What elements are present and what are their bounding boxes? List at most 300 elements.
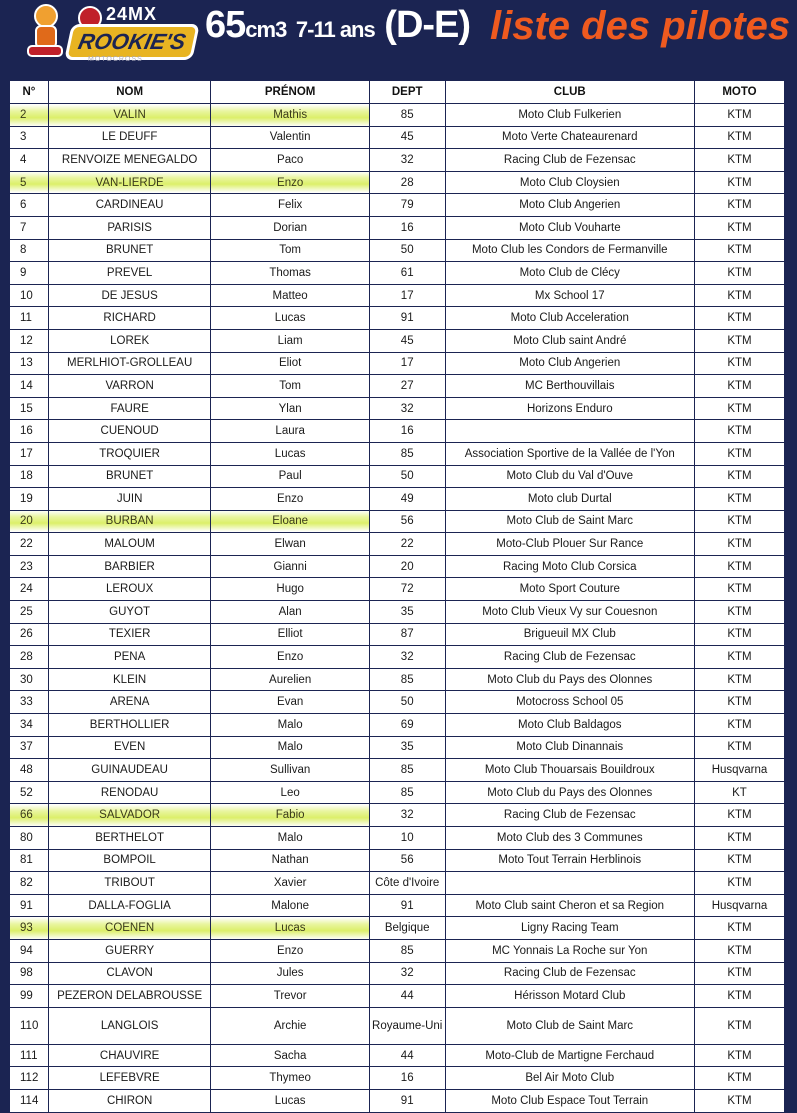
table-row: [10, 262, 785, 285]
cell-nom: TROQUIER: [48, 442, 211, 465]
cell-prenom: Laura: [211, 420, 369, 443]
cell-prenom: Enzo: [211, 646, 369, 669]
cell-dept: 72: [369, 578, 445, 601]
cell-number: 26: [10, 623, 49, 646]
cell-nom: PARISIS: [48, 216, 211, 239]
cell-nom: TRIBOUT: [48, 872, 211, 895]
cell-dept: 20: [369, 555, 445, 578]
cell-club: Moto Club Angerien: [445, 194, 694, 217]
cell-nom: VAN-LIERDE: [48, 171, 211, 194]
cell-dept: 32: [369, 804, 445, 827]
cell-number: 4: [10, 149, 49, 172]
cell-nom: GUERRY: [48, 939, 211, 962]
table-row: [10, 126, 785, 149]
cell-nom: JUIN: [48, 488, 211, 511]
cell-number: 111: [10, 1044, 49, 1067]
cell-nom: CLAVON: [48, 962, 211, 985]
col-header-dept: DEPT: [369, 81, 445, 104]
cell-prenom: Evan: [211, 691, 369, 714]
cell-prenom: Malo: [211, 714, 369, 737]
cell-dept: 85: [369, 104, 445, 127]
cell-nom: CUENOUD: [48, 420, 211, 443]
cell-number: 91: [10, 894, 49, 917]
cell-prenom: Fabio: [211, 804, 369, 827]
title-group: (D-E): [384, 4, 471, 46]
cell-prenom: Sacha: [211, 1044, 369, 1067]
cell-nom: CHAUVIRE: [48, 1044, 211, 1067]
table-row: [10, 488, 785, 511]
cell-moto: KTM: [695, 849, 785, 872]
cell-dept: 16: [369, 420, 445, 443]
cell-club: MC Berthouvillais: [445, 375, 694, 398]
cell-moto: KTM: [695, 646, 785, 669]
cell-dept: 16: [369, 1067, 445, 1090]
cell-nom: GUYOT: [48, 601, 211, 624]
cell-dept: 85: [369, 781, 445, 804]
cell-moto: KTM: [695, 420, 785, 443]
table-row: [10, 714, 785, 737]
table-row: [10, 601, 785, 624]
cell-dept: 17: [369, 352, 445, 375]
cell-nom: BURBAN: [48, 510, 211, 533]
cell-dept: 10: [369, 827, 445, 850]
cell-dept: Belgique: [369, 917, 445, 940]
cell-prenom: Ylan: [211, 397, 369, 420]
cell-club: Moto-Club Plouer Sur Rance: [445, 533, 694, 556]
cell-club: Moto Club Fulkerien: [445, 104, 694, 127]
col-header-number: N°: [10, 81, 49, 104]
table-row: [10, 691, 785, 714]
cell-club: Moto Club les Condors de Fermanville: [445, 239, 694, 262]
cell-prenom: Felix: [211, 194, 369, 217]
cell-dept: 56: [369, 510, 445, 533]
cell-dept: 32: [369, 397, 445, 420]
cell-moto: KTM: [695, 827, 785, 850]
cell-nom: MERLHIOT-GROLLEAU: [48, 352, 211, 375]
cell-dept: 56: [369, 849, 445, 872]
page-title-right: liste des pilotes: [490, 4, 791, 48]
cell-prenom: Tom: [211, 375, 369, 398]
cell-number: 24: [10, 578, 49, 601]
cell-number: 10: [10, 284, 49, 307]
table-body: [10, 104, 785, 1113]
cell-club: Ligny Racing Team: [445, 917, 694, 940]
cell-moto: KTM: [695, 917, 785, 940]
cell-prenom: Mathis: [211, 104, 369, 127]
cell-club: Moto Club saint Cheron et sa Region: [445, 894, 694, 917]
table-row: [10, 171, 785, 194]
cell-prenom: Lucas: [211, 442, 369, 465]
cell-number: 48: [10, 759, 49, 782]
rider-mascot-icon: [18, 2, 70, 64]
cell-prenom: Paco: [211, 149, 369, 172]
title-displacement: 65: [205, 4, 246, 46]
cell-prenom: Leo: [211, 781, 369, 804]
cell-moto: KTM: [695, 668, 785, 691]
cell-prenom: Enzo: [211, 939, 369, 962]
cell-nom: LEROUX: [48, 578, 211, 601]
cell-club: Moto-Club de Martigne Ferchaud: [445, 1044, 694, 1067]
table-row: [10, 307, 785, 330]
cell-nom: DALLA-FOGLIA: [48, 894, 211, 917]
cell-number: 28: [10, 646, 49, 669]
cell-nom: VALIN: [48, 104, 211, 127]
cell-number: 20: [10, 510, 49, 533]
table-row: [10, 894, 785, 917]
cell-club: [445, 420, 694, 443]
cell-club: Racing Club de Fezensac: [445, 149, 694, 172]
cell-number: 13: [10, 352, 49, 375]
cell-club: Moto Club Dinannais: [445, 736, 694, 759]
table-header-row: [10, 81, 785, 104]
table-row: [10, 510, 785, 533]
cell-nom: RENODAU: [48, 781, 211, 804]
cell-number: 14: [10, 375, 49, 398]
cell-moto: KTM: [695, 578, 785, 601]
cell-number: 110: [10, 1007, 49, 1044]
cell-dept: 50: [369, 691, 445, 714]
cell-nom: COENEN: [48, 917, 211, 940]
rookies-logo: [8, 2, 188, 64]
table-row: [10, 1067, 785, 1090]
col-header-moto: MOTO: [695, 81, 785, 104]
cell-number: 18: [10, 465, 49, 488]
cell-prenom: Valentin: [211, 126, 369, 149]
cell-club: Horizons Enduro: [445, 397, 694, 420]
cell-nom: PREVEL: [48, 262, 211, 285]
cell-club: [445, 872, 694, 895]
cell-moto: KTM: [695, 104, 785, 127]
cell-number: 11: [10, 307, 49, 330]
cell-club: MC Yonnais La Roche sur Yon: [445, 939, 694, 962]
cell-moto: KTM: [695, 691, 785, 714]
cell-number: 82: [10, 872, 49, 895]
cell-prenom: Lucas: [211, 917, 369, 940]
cell-nom: KLEIN: [48, 668, 211, 691]
cell-moto: Husqvarna: [695, 894, 785, 917]
cell-club: Moto Club du Pays des Olonnes: [445, 668, 694, 691]
table-row: [10, 917, 785, 940]
cell-moto: KTM: [695, 1007, 785, 1044]
cell-club: Moto Club Vouharte: [445, 216, 694, 239]
cell-number: 12: [10, 329, 49, 352]
cell-club: Racing Club de Fezensac: [445, 804, 694, 827]
cell-nom: EVEN: [48, 736, 211, 759]
cell-nom: PEZERON DELABROUSSE: [48, 985, 211, 1008]
cell-number: 23: [10, 555, 49, 578]
cell-prenom: Lucas: [211, 1089, 369, 1112]
cell-club: Racing Club de Fezensac: [445, 962, 694, 985]
title-age: 7-11 ans: [295, 17, 375, 42]
cell-dept: 50: [369, 239, 445, 262]
table-row: [10, 375, 785, 398]
table-row: [10, 329, 785, 352]
cell-number: 7: [10, 216, 49, 239]
cell-prenom: Xavier: [211, 872, 369, 895]
cell-prenom: Nathan: [211, 849, 369, 872]
cell-nom: BERTHOLLIER: [48, 714, 211, 737]
cell-moto: KTM: [695, 465, 785, 488]
cell-nom: MALOUM: [48, 533, 211, 556]
cell-club: Moto Sport Couture: [445, 578, 694, 601]
cell-moto: KTM: [695, 1089, 785, 1112]
cell-dept: 85: [369, 668, 445, 691]
cell-dept: 44: [369, 1044, 445, 1067]
cell-prenom: Malone: [211, 894, 369, 917]
cell-prenom: Malo: [211, 827, 369, 850]
title-unit: cm3: [245, 17, 287, 42]
cell-club: Moto Club de Saint Marc: [445, 510, 694, 533]
cell-prenom: Malo: [211, 736, 369, 759]
cell-dept: 85: [369, 759, 445, 782]
table-row: [10, 239, 785, 262]
cell-club: Moto Club Acceleration: [445, 307, 694, 330]
cell-club: Brigueuil MX Club: [445, 623, 694, 646]
cell-prenom: Paul: [211, 465, 369, 488]
cell-moto: KTM: [695, 939, 785, 962]
cell-nom: RENVOIZE MENEGALDO: [48, 149, 211, 172]
logo-brand: 24MX: [106, 4, 158, 24]
logo-subtitle: MOTOCROSS: [88, 56, 143, 63]
cell-number: 19: [10, 488, 49, 511]
cell-number: 99: [10, 985, 49, 1008]
cell-moto: KTM: [695, 194, 785, 217]
cell-prenom: Tom: [211, 239, 369, 262]
cell-number: 8: [10, 239, 49, 262]
cell-moto: KTM: [695, 149, 785, 172]
cell-moto: KTM: [695, 962, 785, 985]
cell-number: 37: [10, 736, 49, 759]
cell-club: Moto Tout Terrain Herblinois: [445, 849, 694, 872]
page-title-left: [205, 4, 470, 47]
cell-number: 66: [10, 804, 49, 827]
cell-club: Moto Club de Saint Marc: [445, 1007, 694, 1044]
cell-dept: 69: [369, 714, 445, 737]
cell-moto: KTM: [695, 284, 785, 307]
cell-nom: FAURE: [48, 397, 211, 420]
cell-dept: 28: [369, 171, 445, 194]
table-row: [10, 194, 785, 217]
cell-prenom: Gianni: [211, 555, 369, 578]
cell-moto: KTM: [695, 736, 785, 759]
logo-name: ROOKIE'S: [64, 24, 200, 60]
cell-moto: KTM: [695, 714, 785, 737]
cell-prenom: Aurelien: [211, 668, 369, 691]
cell-dept: 35: [369, 601, 445, 624]
cell-dept: 50: [369, 465, 445, 488]
cell-prenom: Dorian: [211, 216, 369, 239]
table-row: [10, 465, 785, 488]
cell-dept: Royaume-Uni: [369, 1007, 445, 1044]
cell-number: 93: [10, 917, 49, 940]
cell-nom: PENA: [48, 646, 211, 669]
cell-number: 114: [10, 1089, 49, 1112]
cell-nom: GUINAUDEAU: [48, 759, 211, 782]
cell-number: 80: [10, 827, 49, 850]
cell-dept: 35: [369, 736, 445, 759]
cell-dept: 79: [369, 194, 445, 217]
cell-dept: 17: [369, 284, 445, 307]
cell-number: 52: [10, 781, 49, 804]
cell-prenom: Archie: [211, 1007, 369, 1044]
table-row: [10, 872, 785, 895]
cell-moto: KTM: [695, 171, 785, 194]
cell-number: 9: [10, 262, 49, 285]
cell-dept: 87: [369, 623, 445, 646]
cell-club: Association Sportive de la Vallée de l'Yon: [445, 442, 694, 465]
cell-nom: DE JESUS: [48, 284, 211, 307]
table-row: [10, 397, 785, 420]
table-row: [10, 1089, 785, 1112]
cell-dept: 27: [369, 375, 445, 398]
cell-dept: 85: [369, 442, 445, 465]
table-row: [10, 216, 785, 239]
cell-dept: 91: [369, 1089, 445, 1112]
table-row: [10, 849, 785, 872]
cell-club: Racing Club de Fezensac: [445, 646, 694, 669]
cell-nom: RICHARD: [48, 307, 211, 330]
table-row: [10, 284, 785, 307]
cell-nom: TEXIER: [48, 623, 211, 646]
cell-moto: KTM: [695, 216, 785, 239]
cell-number: 17: [10, 442, 49, 465]
cell-club: Bel Air Moto Club: [445, 1067, 694, 1090]
cell-club: Moto Club de Clécy: [445, 262, 694, 285]
cell-club: Moto Club saint André: [445, 329, 694, 352]
cell-dept: Côte d'Ivoire: [369, 872, 445, 895]
cell-moto: KTM: [695, 352, 785, 375]
cell-moto: KTM: [695, 488, 785, 511]
cell-prenom: Hugo: [211, 578, 369, 601]
cell-dept: 16: [369, 216, 445, 239]
cell-nom: CARDINEAU: [48, 194, 211, 217]
cell-prenom: Thomas: [211, 262, 369, 285]
cell-dept: 49: [369, 488, 445, 511]
col-header-prenom: PRÉNOM: [211, 81, 369, 104]
cell-dept: 32: [369, 149, 445, 172]
cell-club: Moto Verte Chateaurenard: [445, 126, 694, 149]
cell-number: 33: [10, 691, 49, 714]
cell-number: 5: [10, 171, 49, 194]
cell-number: 2: [10, 104, 49, 127]
cell-club: Hérisson Motard Club: [445, 985, 694, 1008]
cell-moto: KTM: [695, 985, 785, 1008]
cell-prenom: Sullivan: [211, 759, 369, 782]
cell-prenom: Enzo: [211, 488, 369, 511]
cell-dept: 45: [369, 126, 445, 149]
cell-dept: 61: [369, 262, 445, 285]
cell-dept: 32: [369, 962, 445, 985]
cell-club: Moto Club Baldagos: [445, 714, 694, 737]
cell-dept: 22: [369, 533, 445, 556]
cell-number: 112: [10, 1067, 49, 1090]
cell-number: 3: [10, 126, 49, 149]
cell-nom: LOREK: [48, 329, 211, 352]
cell-prenom: Matteo: [211, 284, 369, 307]
cell-dept: 32: [369, 646, 445, 669]
cell-prenom: Elliot: [211, 623, 369, 646]
cell-dept: 45: [369, 329, 445, 352]
cell-number: 25: [10, 601, 49, 624]
cell-club: Moto Club des 3 Communes: [445, 827, 694, 850]
cell-nom: BRUNET: [48, 465, 211, 488]
cell-moto: KTM: [695, 442, 785, 465]
table-row: [10, 668, 785, 691]
cell-nom: SALVADOR: [48, 804, 211, 827]
table-row: [10, 420, 785, 443]
cell-prenom: Elwan: [211, 533, 369, 556]
cell-nom: LEFEBVRE: [48, 1067, 211, 1090]
cell-prenom: Enzo: [211, 171, 369, 194]
cell-prenom: Liam: [211, 329, 369, 352]
table-row: [10, 827, 785, 850]
cell-moto: KTM: [695, 533, 785, 556]
cell-club: Moto Club Espace Tout Terrain: [445, 1089, 694, 1112]
cell-number: 34: [10, 714, 49, 737]
cell-nom: VARRON: [48, 375, 211, 398]
cell-club: Moto Club Cloysien: [445, 171, 694, 194]
cell-moto: KTM: [695, 329, 785, 352]
cell-nom: BRUNET: [48, 239, 211, 262]
cell-moto: KTM: [695, 397, 785, 420]
cell-nom: BOMPOIL: [48, 849, 211, 872]
cell-club: Motocross School 05: [445, 691, 694, 714]
cell-club: Moto Club du Val d'Ouve: [445, 465, 694, 488]
pilots-table: [9, 80, 785, 1113]
cell-moto: KTM: [695, 239, 785, 262]
cell-number: 16: [10, 420, 49, 443]
cell-moto: KTM: [695, 872, 785, 895]
table-row: [10, 352, 785, 375]
pilots-table-container: [9, 80, 785, 1113]
cell-moto: KT: [695, 781, 785, 804]
cell-number: 94: [10, 939, 49, 962]
cell-moto: KTM: [695, 307, 785, 330]
cell-club: Moto Club Vieux Vy sur Couesnon: [445, 601, 694, 624]
cell-number: 15: [10, 397, 49, 420]
table-row: [10, 759, 785, 782]
cell-prenom: Lucas: [211, 307, 369, 330]
table-row: [10, 442, 785, 465]
col-header-club: CLUB: [445, 81, 694, 104]
cell-nom: BERTHELOT: [48, 827, 211, 850]
cell-dept: 91: [369, 307, 445, 330]
cell-club: Mx School 17: [445, 284, 694, 307]
cell-prenom: Trevor: [211, 985, 369, 1008]
cell-number: 22: [10, 533, 49, 556]
table-row: [10, 555, 785, 578]
cell-number: 98: [10, 962, 49, 985]
cell-moto: KTM: [695, 262, 785, 285]
table-row: [10, 1007, 785, 1044]
cell-club: Racing Moto Club Corsica: [445, 555, 694, 578]
cell-club: Moto Club du Pays des Olonnes: [445, 781, 694, 804]
cell-moto: KTM: [695, 375, 785, 398]
table-row: [10, 804, 785, 827]
table-row: [10, 578, 785, 601]
table-row: [10, 646, 785, 669]
cell-nom: LANGLOIS: [48, 1007, 211, 1044]
table-row: [10, 939, 785, 962]
cell-club: Moto Club Thouarsais Bouildroux: [445, 759, 694, 782]
cell-prenom: Eliot: [211, 352, 369, 375]
page-header: [0, 0, 797, 80]
cell-dept: 85: [369, 939, 445, 962]
table-row: [10, 533, 785, 556]
cell-club: Moto Club Angerien: [445, 352, 694, 375]
cell-moto: KTM: [695, 601, 785, 624]
cell-nom: LE DEUFF: [48, 126, 211, 149]
